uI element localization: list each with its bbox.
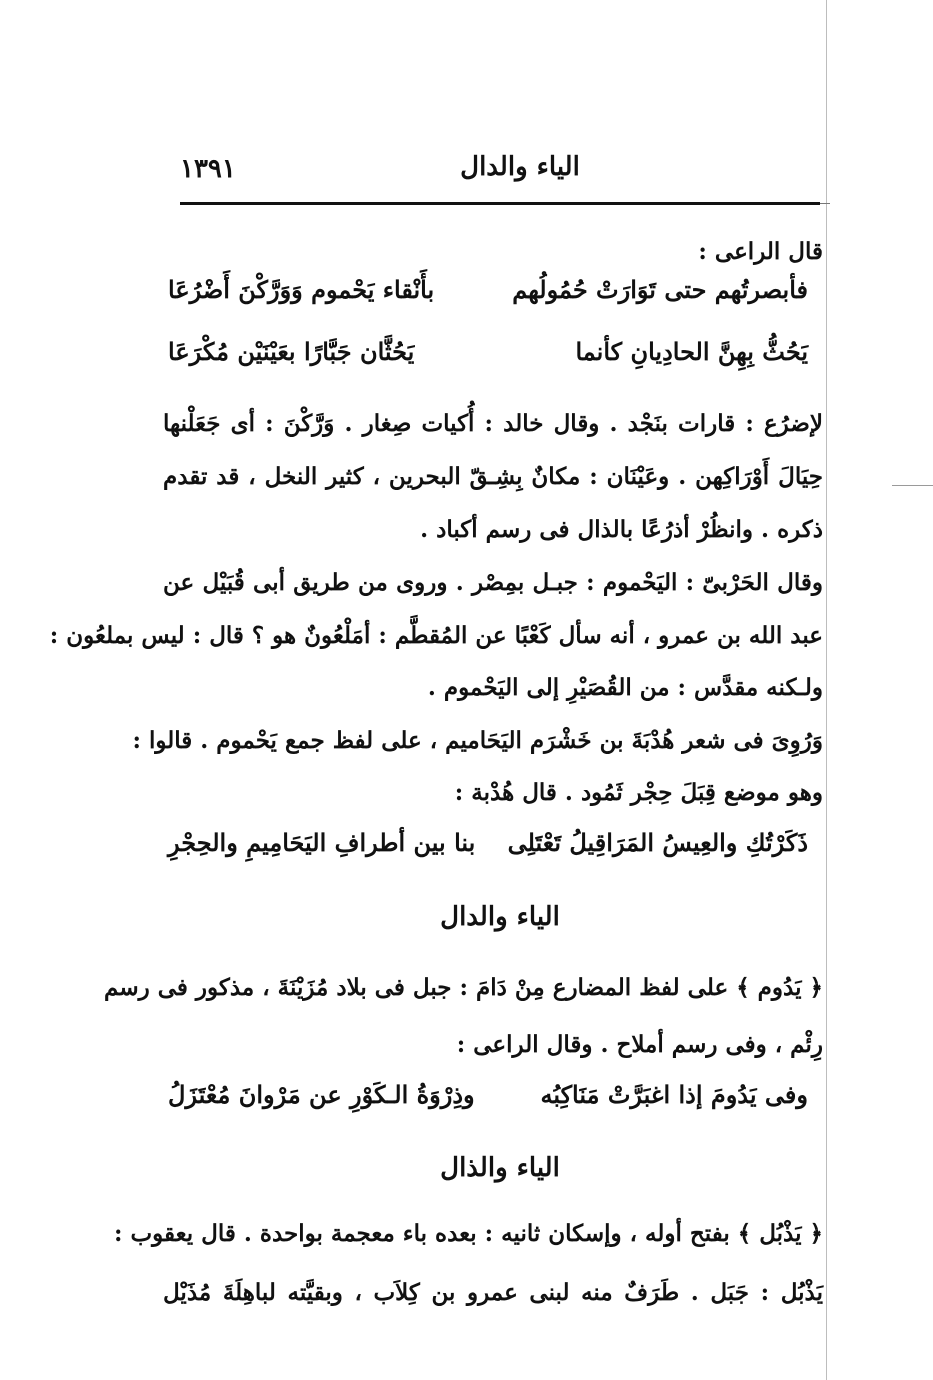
verse <box>168 1080 808 1124</box>
text-line: ذكره . وانظُرْ أذرُعًا بالذال فى رسم أكباد . <box>420 516 823 543</box>
verse <box>168 275 808 319</box>
text-line: ﴿ يَدُوم ﴾ على لفظ المضارع مِنْ دَامَ : جبل فى بلاد مُزَيْنَةَ ، مذكور فى رسم <box>104 974 823 1001</box>
margin-mark <box>892 485 933 486</box>
text-line: قال الراعى : <box>698 238 823 265</box>
running-title: الياء والدال <box>460 152 580 182</box>
text-line: وهو موضع قِبَلَ حِجْر ثَمُود . قال هُدْبة : <box>454 779 823 806</box>
section-heading: الياء والدال <box>440 902 560 932</box>
page-edge-line <box>826 0 827 1380</box>
verse <box>168 828 808 872</box>
verse-hemistich: يَحُثُّ بِهِنَّ الحادِيانِ كأنما <box>575 337 808 366</box>
verse-hemistich: بنا بين أطرافِ اليَحَامِيمِ والحِجْرِ <box>168 828 476 857</box>
text-line: لإضرُع : قارات بنَجْد . وقال خالد : أُكيات صِغار . وَرَّكْنَ : أى جَعَلْنها <box>163 410 823 437</box>
verse-hemistich: ذَكَرْتُكِ والعِيسُ المَرَاقِيلُ تَعْتَلِى <box>507 828 808 857</box>
verse-hemistich: وذِرْوَةُ الـكَوْرِ عن مَرْوانَ مُعْتَزَلُ <box>168 1080 475 1109</box>
section-heading: الياء والذال <box>440 1153 560 1183</box>
page-number: ١٣٩١ <box>180 154 236 184</box>
text-line: رِئْم ، وفى رسم أملاح . وقال الراعى : <box>456 1031 823 1058</box>
text-line: عبد الله بن عمرو ، أنه سأل كَعْبًا عن المُقطَّم : أمَلْعُونٌ هو ؟ قال : ليس بملعُون : <box>49 622 823 649</box>
verse-hemistich: يَحُثَّان جَبَّارًا بعَيْنَيْن مُكْرَعَا <box>168 337 415 366</box>
page-header <box>180 148 820 188</box>
text-line: يَذْبُل : جَبَل . طَرَفٌ منه لبنى عمرو بن كِلاَب ، وبقيَّته لباهِلَةَ مُذَيْل <box>163 1279 823 1306</box>
text-line: حِيَالَ أَوْرَاكِهن . وعَيْنَان : مكانٌ بِشِـقّ البحرين ، كثير النخل ، قد تقدم <box>163 463 823 490</box>
verse-hemistich: فأبصرتُهم حتى تَوَارَتْ حُمُولُهم <box>512 275 808 304</box>
text-line: ﴿ يَذْبُل ﴾ بفتح أوله ، وإسكان ثانيه : بعده باء معجمة بواحدة . قال يعقوب : <box>113 1220 823 1247</box>
verse <box>168 337 808 381</box>
text-line: وَرُوِىَ فى شعر هُدْبَةَ بن خَشْرَم اليَحَاميم ، على لفظ جمع يَحْموم . قالوا : <box>132 727 823 754</box>
text-line: وقال الحَرْبىّ : اليَحْموم : جبـل بمِصْر . وروى من طريق أبى قُبَيْل عن <box>163 569 823 596</box>
verse-hemistich: بأَنْقاء يَحْموم وَوَرَّكْنَ أَضْرُعَا <box>168 275 435 304</box>
text-line: ولـكنه مقدَّس : من القُصَيْرِ إلى اليَحْموم . <box>427 674 823 701</box>
header-rule <box>180 202 820 205</box>
verse-hemistich: وفى يَدُومَ إذا اغبَرَّتْ مَنَاكِبُه <box>540 1080 808 1109</box>
